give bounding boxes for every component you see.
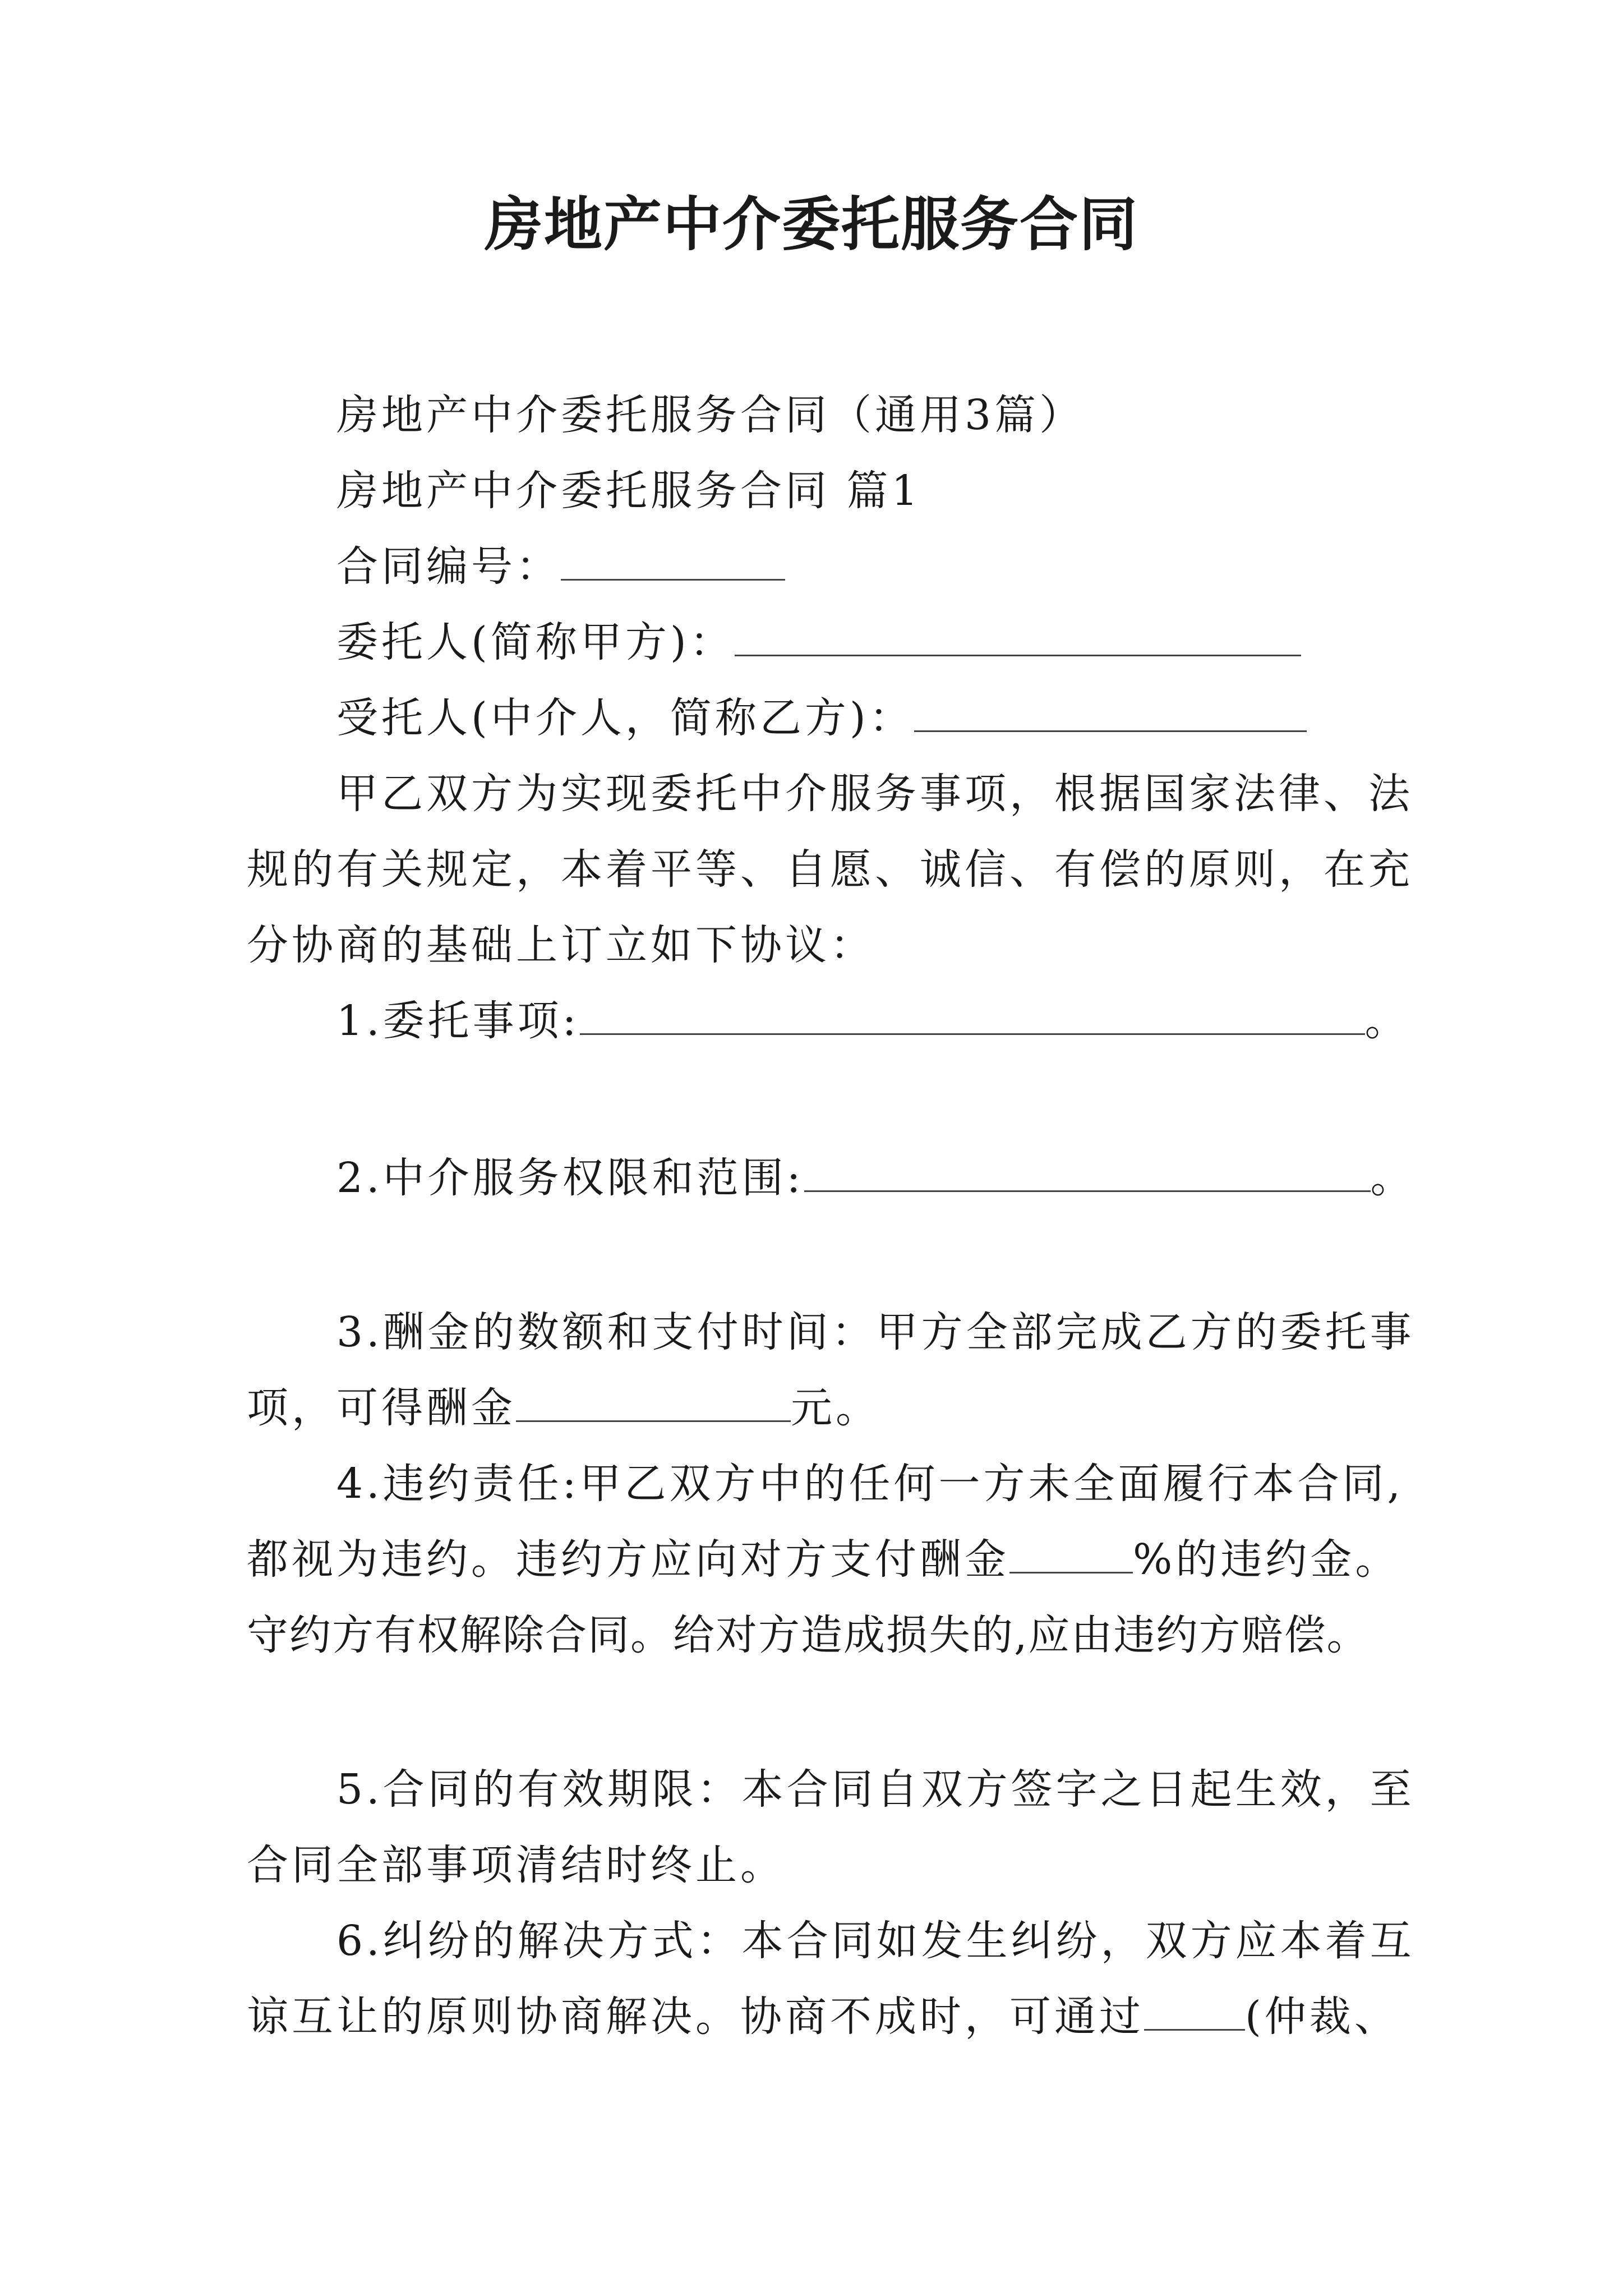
document-title: 房地产中介委托服务合同	[484, 190, 1138, 259]
contract-number-blank	[561, 539, 785, 581]
preamble-line-1: 甲乙双方为实现委托中介服务事项，根据国家法律、法	[336, 770, 1413, 818]
clause-1-end: 。	[1364, 997, 1410, 1045]
clause-6-text-b: (仲裁、	[1245, 1993, 1399, 2041]
clause-5-line-2: 合同全部事项清结时终止。	[247, 1841, 785, 1889]
clause-3-text-a: 项，可得酬金	[247, 1384, 516, 1432]
clause-3-text-b: 元。	[791, 1384, 880, 1432]
party-b-blank	[914, 690, 1307, 732]
party-b-line	[336, 690, 1307, 746]
party-b-label: 受托人(中介人，简称乙方)：	[336, 694, 914, 742]
clause-4-line-2	[247, 1531, 1400, 1588]
clause-4-text-b: %的违约金。	[1133, 1535, 1400, 1584]
dispute-method-blank	[1144, 1989, 1245, 2031]
clause-3-line-2	[247, 1380, 880, 1436]
clause-3-line-1: 3.酬金的数额和支付时间：甲方全部完成乙方的委托事	[336, 1308, 1415, 1356]
clause-2-end: 。	[1370, 1154, 1415, 1202]
clause-5-line-1: 5.合同的有效期限：本合同自双方签字之日起生效，至	[336, 1765, 1415, 1814]
subtitle: 房地产中介委托服务合同（通用3篇）	[336, 391, 1085, 439]
clause-2-label: 2.中介服务权限和范围:	[336, 1154, 804, 1202]
clause-6-text-a: 谅互让的原则协商解决。协商不成时，可通过	[247, 1993, 1144, 2041]
clause-1	[336, 993, 1410, 1049]
clause-6-line-1: 6.纠纷的解决方式：本合同如发生纠纷，双方应本着互	[336, 1917, 1415, 1965]
clause-1-blank	[580, 993, 1365, 1035]
part-heading: 房地产中介委托服务合同 篇1	[336, 467, 921, 515]
clause-4-line-1: 4.违约责任:甲乙双方中的任何一方未全面履行本合同,	[336, 1460, 1404, 1508]
preamble-line-3: 分协商的基础上订立如下协议：	[247, 921, 875, 969]
party-a-label: 委托人(简称甲方)：	[336, 618, 735, 666]
clause-4-text-a: 都视为违约。违约方应向对方支付酬金	[247, 1535, 1009, 1584]
party-a-blank	[735, 614, 1301, 656]
contract-number-line	[336, 539, 785, 595]
contract-number-label: 合同编号：	[336, 542, 561, 591]
clause-4-line-3: 守约方有权解除合同。给对方造成损失的,应由违约方赔偿。	[247, 1611, 1370, 1659]
clause-1-label: 1.委托事项:	[336, 997, 580, 1045]
party-a-line	[336, 614, 1301, 670]
reward-amount-blank	[516, 1380, 791, 1422]
clause-2	[336, 1150, 1415, 1206]
penalty-percent-blank	[1009, 1531, 1133, 1573]
clause-2-blank	[804, 1150, 1371, 1192]
preamble-line-2: 规的有关规定，本着平等、自愿、诚信、有偿的原则，在充	[247, 845, 1413, 894]
clause-6-line-2	[247, 1989, 1399, 2045]
